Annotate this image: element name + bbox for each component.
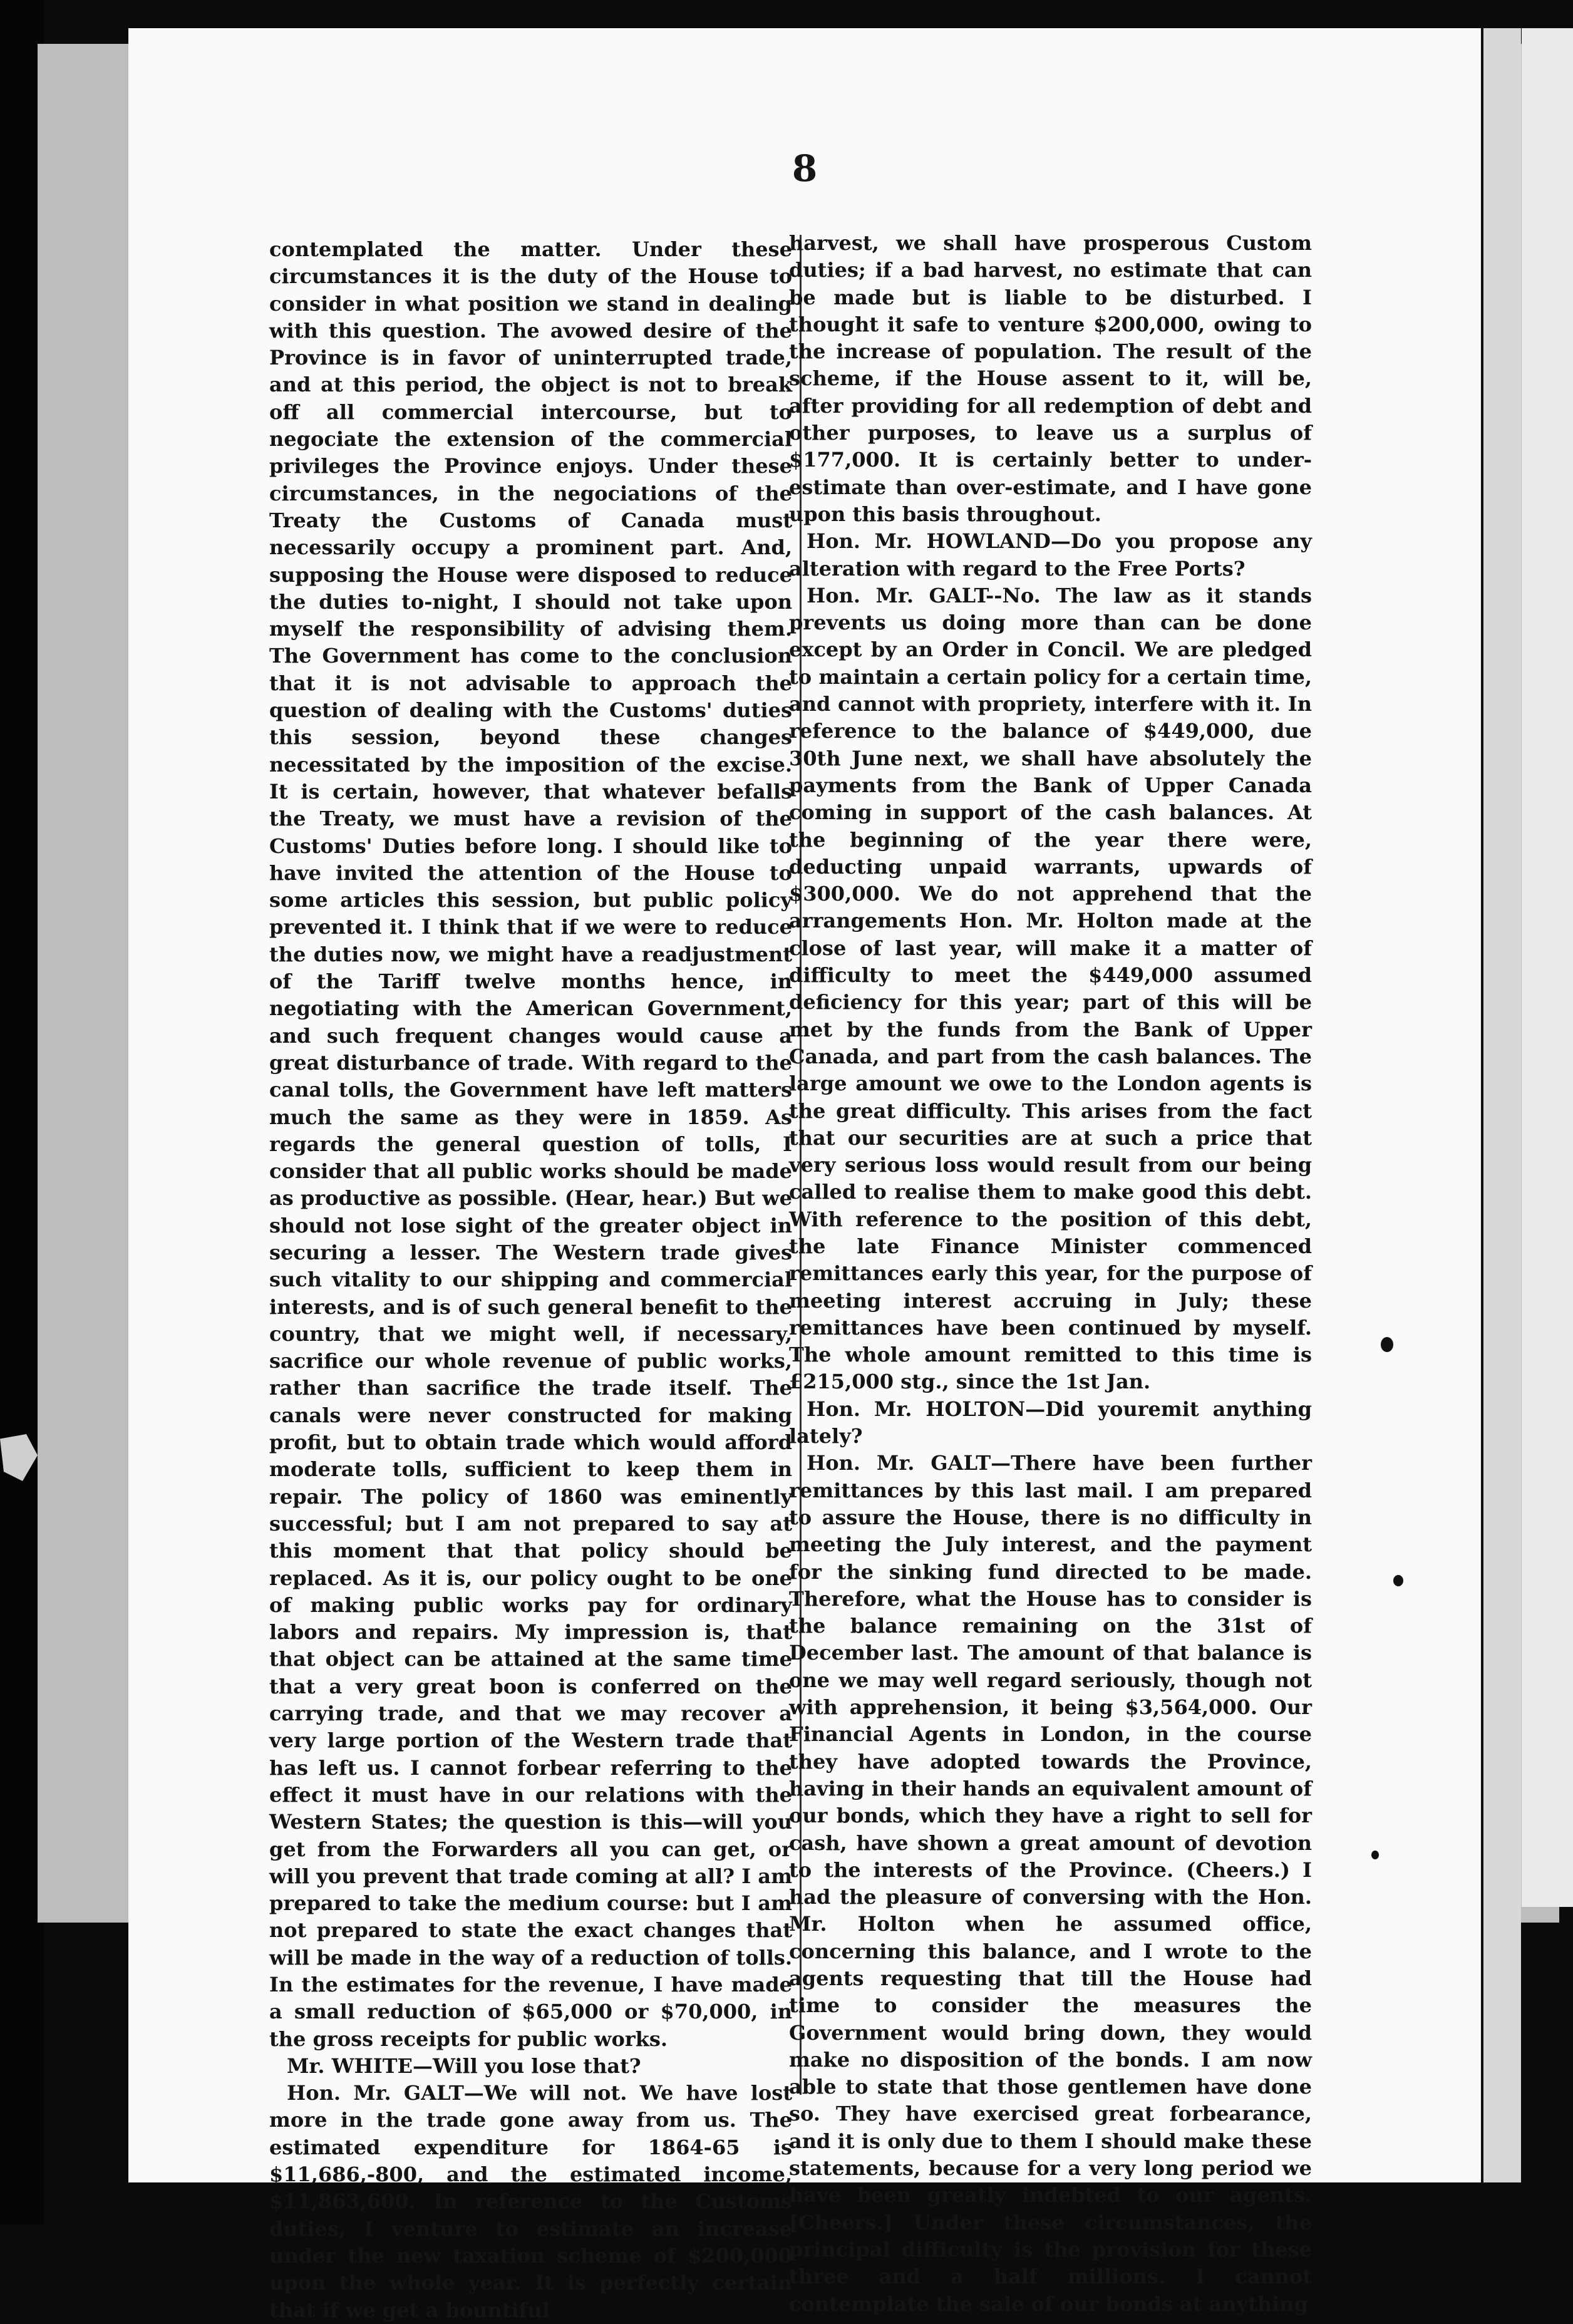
ink-blot bbox=[1393, 1575, 1403, 1586]
document-page bbox=[128, 28, 1481, 2322]
paragraph: Hon. Mr. HOLTON—Did youremit anything lately? bbox=[789, 1397, 1312, 1449]
paragraph: harvest, we shall have prosperous Custom duties; if a bad harvest, no estimate that can be made but is liable to be disturbed. I thought it safe to venture $200,000, owing to the increase of population. The result of the scheme, if the House assent to it, will be, after providing for all redemption of debt and other purposes, to leave us a surplus of $177,000. It is certainly better to under-estimate than over-estimate, and I have gone upon this basis throughout. bbox=[789, 231, 1312, 526]
scan-right-edge bbox=[1522, 28, 1573, 1907]
paragraph: Hon. Mr. GALT--No. The law as it stands prevents us doing more than can be done except by an Order in Concil. We are pledged to maintain a certain policy for a certain time, and cannot with propriety, interfere with it. In reference to the balance of $449,000, due 30th June next, we shall have absolutely the payments from the Bank of Upper Canada coming in support of the cash balances. At the beginning of the year there were, deducting unpaid warrants, upwards of $300,000. We do not apprehend that the arrangements Hon. Mr. Holton made at the close of last year, will make it a matter of difficulty to meet the $449,000 assumed deficiency for this year; part of this will be met by the funds from the Bank of Upper Canada, and part from the cash balances. The large amount we owe to the London agents is the great difficulty. This arises from the fact that our securities are at such a price that very serious loss would result from our being called to realise them to make good this debt. With reference to the position of this debt, the late Finance Minister commenced remittances early this year, for the purpose of meeting interest accruing in July; these remittances have been continued by myself. The whole amount remitted to this time is £215,000 stg., since the 1st Jan. bbox=[789, 583, 1312, 1394]
paragraph: Hon. Mr. GALT—We will not. We have lost more in the trade gone away from us. The estimated expenditure for 1864-65 is $11,686,-800, and the estimated income, $11,863,600. In reference to the Customs duties, I venture to estimate an increase under the new taxation scheme of $200,000 upon the whole year. It is perfectly certain that if we get a bountiful bbox=[269, 2081, 792, 2322]
page-number: 8 bbox=[792, 147, 818, 190]
page-gutter bbox=[1481, 28, 1521, 2182]
ink-blot bbox=[1381, 1337, 1393, 1352]
paragraph: Mr. WHITE—Will you lose that? bbox=[287, 2053, 641, 2078]
paragraph: Hon. Mr. HOWLAND—Do you propose any alteration with regard to the Free Ports? bbox=[789, 529, 1312, 581]
paragraph: contemplated the matter. Under these circumstances it is the duty of the House to consider in what position we stand in dealing with this question. The avowed desire of the Province is in favor of uninterrupted trade, and at this period, the object is not to break off all commercial intercourse, but to negociate the extension of the commercial privileges the Province enjoys. Under these circumstances, in the negociations of the Treaty the Customs of Canada must necessarily occupy a prominent part. And, supposing the House were disposed to reduce the duties to-night, I should not take upon myself the responsibility of advising them. The Government has come to the conclusion that it is not advisable to approach the question of dealing with the Customs' duties this session, beyond these changes necessitated by the imposition of the excise. It is certain, however, that whatever befalls the Treaty, we must have a revision of the Customs' Duties before long. I should like to have invited the attention of the House to some articles this session, but public policy prevented it. I think that if we were to reduce the duties now, we might have a readjustment of the Tariff twelve months hence, in negotiating with the American Government, and such frequent changes would cause a great disturbance of trade. With regard to the canal tolls, the Government have left matters much the same as they were in 1859. As regards the general question of tolls, I consider that all public works should be made as productive as possible. (Hear, hear.) But we should not lose sight of the greater object in securing a lesser. The Western trade gives such vitality to our shipping and commercial interests, and is of such general benefit to the country, that we might well, if necessary, sacrifice our whole revenue of public works, rather than sacrifice the trade itself. The canals were never constructed for making profit, but to obtain trade which would afford moderate tolls, sufficient to keep them in repair. The policy of 1860 was eminently successful; but I am not prepared to say at this moment that that policy should be replaced. As it is, our policy ought to be one of making public works pay for ordinary labors and repairs. My impression is, that that object can be attained at the same time that a very great boon is conferred on the carrying trade, and that we may recover a very large portion of the Western trade that has left us. I cannot forbear referring to the effect it must have in our relations with the Western States; the question is this—will you get from the Forwarders all you can get, or will you prevent that trade coming at all? I am prepared to take the medium course: but I am not prepared to state the exact changes that will be made in the way of a reduction of tolls. In the estimates for the revenue, I have made a small reduction of $65,000 or $70,000, in the gross receipts for public works. bbox=[269, 237, 792, 2051]
paragraph: Hon. Mr. GALT—There have been further remittances by this last mail. I am prepared to assure the House, there is no difficulty in meeting the July interest, and the payment for the sinking fund directed to be made. Therefore, what the House has to consider is the balance remaining on the 31st of December last. The amount of that balance is one we may well regard seriously, though not with apprehension, it being $3,564,000. Our Financial Agents in London, in the course they have adopted towards the Province, having in their hands an equivalent amount of our bonds, which they have a right to sell for cash, have shown a great amount of devotion to the interests of the Province. (Cheers.) I had the pleasure of conversing with the Hon. Mr. Holton when he assumed office, concerning this balance, and I wrote to the agents requesting that till the House had time to consider the measures the Government would bring down, they would make no disposition of the bonds. I am now able to state that those gentlemen have done so. They have exercised great forbearance, and it is only due to them I should make these statements, because for a very long period we have been greatly indebted to our agents. [Cheers.] Under these circumstances, the principal difficulty is the provision for these three and a half millions. I cannot contemplate the sale of our bonds at anything bbox=[789, 1451, 1312, 2316]
right-column bbox=[789, 230, 1312, 2316]
ink-blot bbox=[1371, 1851, 1379, 1859]
left-column bbox=[269, 236, 792, 2322]
